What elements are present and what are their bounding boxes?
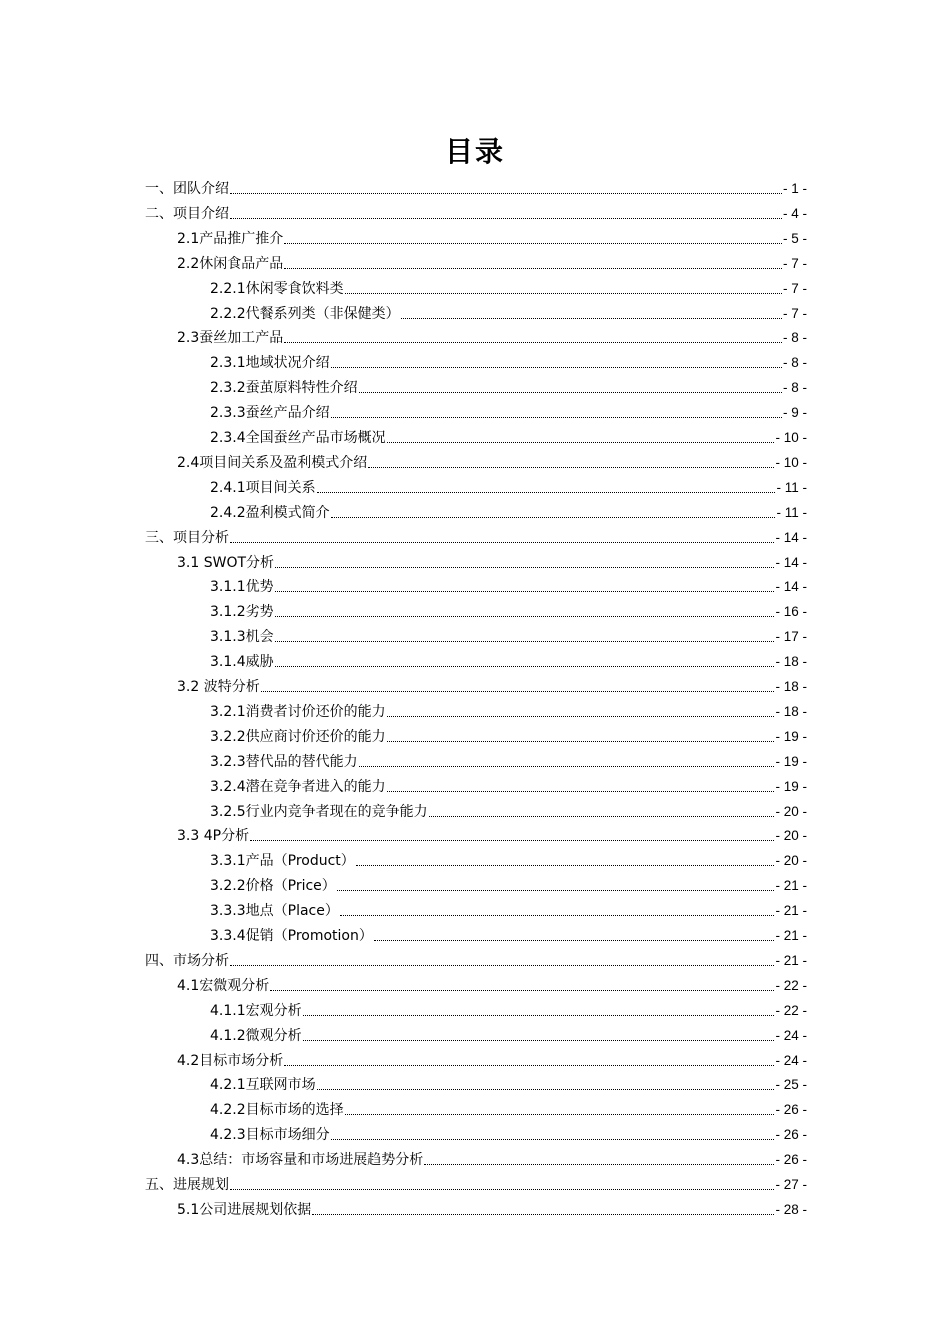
dot-leader — [401, 318, 782, 319]
toc-entry-page-number: - 7 - — [782, 305, 807, 321]
dot-leader — [303, 1015, 775, 1016]
toc-entry[interactable] — [145, 176, 807, 198]
toc-entry-label: 2.3.2蚕茧原料特性介绍 — [210, 380, 358, 397]
dot-leader — [359, 392, 782, 393]
dot-leader — [317, 492, 776, 493]
toc-title: 目录 — [444, 135, 505, 168]
toc-entry-label: 四、市场分析 — [145, 952, 229, 969]
dot-leader — [230, 193, 782, 194]
toc-entry-label: 2.3蚕丝加工产品 — [177, 330, 284, 347]
dot-leader — [230, 1189, 774, 1190]
toc-entry-page-number: - 21 - — [775, 928, 807, 943]
toc-entry-page-number: - 20 - — [775, 828, 807, 844]
toc-entry-page-number: - 22 - — [775, 1002, 807, 1018]
toc-entry[interactable] — [145, 201, 807, 223]
toc-entry-label: 2.4.1项目间关系 — [210, 479, 316, 496]
toc-entry-label: 2.2.2代餐系列类（非保健类） — [210, 305, 400, 322]
toc-entry-label: 2.2.1休闲零食饮料类 — [210, 280, 344, 297]
toc-entry[interactable] — [210, 276, 807, 298]
toc-entry-page-number: - 10 - — [775, 454, 807, 470]
toc-entry-label: 3.3.4促销（Promotion） — [210, 928, 373, 944]
toc-entry-label: 2.3.3蚕丝产品介绍 — [210, 405, 330, 422]
toc-entry[interactable] — [210, 998, 807, 1020]
toc-entry-page-number: - 9 - — [782, 405, 807, 421]
toc-entry-label: 二、项目介绍 — [145, 205, 229, 222]
dot-leader — [340, 915, 775, 916]
dot-leader — [284, 243, 782, 244]
dot-leader — [387, 442, 775, 443]
toc-entry[interactable] — [210, 699, 807, 721]
toc-entry-page-number: - 18 - — [775, 679, 807, 694]
dot-leader — [331, 367, 782, 368]
toc-entry-page-number: - 20 - — [775, 853, 807, 869]
toc-entry-label: 3.3 4P分析 — [177, 828, 250, 845]
toc-entry-label: 3.1.4威胁 — [210, 654, 274, 671]
toc-entry-label: 3.2.4潜在竞争者进入的能力 — [210, 778, 386, 795]
toc-entry[interactable] — [210, 1072, 807, 1094]
dot-leader — [331, 517, 776, 518]
dot-leader — [275, 591, 775, 592]
toc-entry-label: 3.1.2劣势 — [210, 604, 274, 621]
toc-entry[interactable] — [177, 973, 807, 995]
dot-leader — [337, 890, 775, 891]
dot-leader — [387, 791, 775, 792]
dot-leader — [261, 691, 775, 692]
toc-entry-page-number: - 7 - — [782, 280, 807, 296]
dot-leader — [275, 666, 775, 667]
toc-entry-page-number: - 22 - — [775, 977, 807, 993]
dot-leader — [356, 865, 775, 866]
dot-leader — [230, 218, 782, 219]
dot-leader — [312, 1214, 774, 1215]
toc-entry-label: 3.2 波特分析 — [177, 679, 260, 695]
toc-entry-label: 3.1.1优势 — [210, 579, 274, 596]
toc-entry-label: 3.3.3地点（Place） — [210, 903, 339, 920]
dot-leader — [250, 840, 774, 841]
toc-entry[interactable] — [210, 724, 807, 746]
dot-leader — [275, 641, 775, 642]
toc-entry[interactable] — [210, 624, 807, 646]
toc-entry[interactable] — [177, 550, 807, 572]
dot-leader — [359, 766, 775, 767]
toc-entry-page-number: - 7 - — [782, 255, 807, 271]
toc-entry-page-number: - 24 - — [775, 1052, 807, 1068]
toc-entry-label: 4.2.2目标市场的选择 — [210, 1102, 344, 1119]
toc-entry-label: 4.2.1互联网市场 — [210, 1077, 316, 1094]
toc-entry[interactable] — [177, 251, 807, 273]
toc-entry-label: 2.3.1地域状况介绍 — [210, 355, 330, 372]
toc-entry[interactable] — [145, 525, 807, 547]
toc-entry[interactable] — [210, 1097, 807, 1119]
dot-leader — [368, 467, 774, 468]
dot-leader — [230, 542, 774, 543]
toc-entry[interactable] — [210, 1122, 807, 1144]
toc-entry-label: 4.1.2微观分析 — [210, 1027, 302, 1044]
toc-entry-page-number: - 10 - — [775, 430, 807, 445]
toc-entry[interactable] — [210, 574, 807, 596]
toc-entry[interactable] — [210, 599, 807, 621]
toc-entry-page-number: - 26 - — [775, 1102, 807, 1118]
toc-entry-page-number: - 8 - — [782, 380, 807, 396]
toc-entry[interactable] — [210, 500, 807, 522]
toc-entry[interactable] — [210, 749, 807, 771]
toc-entry-label: 2.4项目间关系及盈利模式介绍 — [177, 454, 368, 471]
dot-leader — [387, 741, 775, 742]
toc-entry-page-number: - 8 - — [782, 355, 807, 371]
toc-entry[interactable] — [177, 1197, 807, 1219]
toc-entry-label: 3.2.2供应商讨价还价的能力 — [210, 728, 386, 745]
toc-entry[interactable] — [210, 350, 807, 372]
toc-entry-page-number: - 27 - — [775, 1177, 807, 1192]
toc-entry[interactable] — [210, 400, 807, 422]
toc-entry-label: 3.2.1消费者讨价还价的能力 — [210, 703, 386, 720]
toc-entry-label: 3.1.3机会 — [210, 629, 274, 646]
toc-entry-page-number: - 14 - — [775, 554, 807, 570]
toc-entry-page-number: - 8 - — [782, 330, 807, 346]
toc-entry-page-number: - 19 - — [775, 753, 807, 769]
toc-entry-page-number: - 26 - — [775, 1152, 807, 1168]
dot-leader — [270, 990, 774, 991]
toc-entry-label: 2.4.2盈利模式简介 — [210, 504, 330, 521]
toc-entry[interactable] — [210, 873, 807, 895]
toc-entry-page-number: - 11 - — [776, 479, 807, 495]
toc-entry-label: 3.2.3替代品的替代能力 — [210, 753, 358, 770]
dot-leader — [387, 716, 775, 717]
toc-entry-page-number: - 17 - — [775, 629, 807, 645]
toc-entry[interactable] — [210, 475, 807, 497]
toc-entry[interactable] — [210, 848, 807, 870]
toc-entry-page-number: - 5 - — [782, 230, 807, 246]
toc-entry[interactable] — [210, 1023, 807, 1045]
dot-leader — [317, 1089, 775, 1090]
toc-entry-label: 3.2.2价格（Price） — [210, 878, 336, 895]
dot-leader — [374, 940, 775, 941]
dot-leader — [345, 293, 782, 294]
dot-leader — [429, 816, 775, 817]
toc-entry-label: 4.2.3目标市场细分 — [210, 1127, 330, 1144]
toc-entry-label: 4.3总结：市场容量和市场进展趋势分析 — [177, 1152, 424, 1169]
toc-entry[interactable] — [177, 450, 807, 472]
toc-entry-label: 3.1 SWOT分析 — [177, 554, 275, 571]
toc-entry-page-number: - 14 - — [775, 529, 807, 545]
toc-entry-label: 4.2目标市场分析 — [177, 1052, 284, 1069]
toc-entry-label: 3.3.1产品（Product） — [210, 853, 355, 870]
toc-entry[interactable] — [210, 898, 807, 920]
toc-entry[interactable] — [210, 301, 807, 323]
toc-entry[interactable] — [210, 649, 807, 671]
toc-entry-label: 五、进展规划 — [145, 1177, 229, 1193]
toc-entry-page-number: - 18 - — [775, 703, 807, 719]
dot-leader — [284, 1065, 774, 1066]
toc-entry-page-number: - 16 - — [775, 604, 807, 620]
toc-entry[interactable] — [177, 1147, 807, 1169]
dot-leader — [275, 567, 774, 568]
toc-entry-page-number: - 19 - — [775, 778, 807, 794]
toc-entry-page-number: - 18 - — [775, 654, 807, 670]
toc-entry-page-number: - 21 - — [775, 878, 807, 894]
toc-entry-label: 三、项目分析 — [145, 529, 229, 546]
toc-entry[interactable] — [210, 774, 807, 796]
toc-entry[interactable] — [210, 799, 807, 821]
dot-leader — [331, 417, 782, 418]
toc-entry-label: 4.1.1宏观分析 — [210, 1002, 302, 1019]
dot-leader — [275, 616, 775, 617]
toc-entry[interactable] — [177, 226, 807, 248]
toc-entry-page-number: - 19 - — [775, 728, 807, 744]
toc-entry-page-number: - 14 - — [775, 579, 807, 595]
dot-leader — [303, 1040, 775, 1041]
dot-leader — [284, 268, 782, 269]
dot-leader — [284, 342, 782, 343]
toc-entry-page-number: - 28 - — [775, 1201, 807, 1217]
toc-entry-page-number: - 24 - — [775, 1027, 807, 1043]
toc-entry-label: 2.1产品推广推介 — [177, 230, 284, 247]
dot-leader — [230, 965, 774, 966]
toc-entry-label: 3.2.5行业内竞争者现在的竞争能力 — [210, 803, 428, 820]
toc-entry[interactable] — [145, 1172, 807, 1194]
toc-entry-page-number: - 26 - — [775, 1127, 807, 1143]
toc-entry[interactable] — [210, 425, 807, 447]
toc-entry[interactable] — [210, 923, 807, 945]
toc-entry-label: 一、团队介绍 — [145, 181, 229, 197]
toc-entry[interactable] — [177, 325, 807, 347]
toc-entry[interactable] — [145, 948, 807, 970]
toc-entry-page-number: - 21 - — [775, 952, 807, 968]
toc-entry-page-number: - 20 - — [775, 803, 807, 819]
toc-entry-page-number: - 25 - — [775, 1077, 807, 1093]
toc-entry-page-number: - 21 - — [775, 903, 807, 919]
dot-leader — [424, 1164, 774, 1165]
dot-leader — [345, 1114, 775, 1115]
toc-entry[interactable] — [177, 823, 807, 845]
toc-entry-page-number: - 1 - — [782, 181, 807, 196]
toc-entry[interactable] — [210, 375, 807, 397]
toc-entry-label: 5.1公司进展规划依据 — [177, 1201, 312, 1218]
toc-entry-label: 2.3.4全国蚕丝产品市场概况 — [210, 430, 386, 446]
toc-entry-label: 4.1宏微观分析 — [177, 977, 270, 994]
toc-entry-label: 2.2休闲食品产品 — [177, 255, 284, 272]
toc-entry-page-number: - 4 - — [782, 205, 807, 221]
toc-entry[interactable] — [177, 1048, 807, 1070]
toc-entry-page-number: - 11 - — [776, 504, 807, 520]
dot-leader — [331, 1139, 775, 1140]
toc-entry[interactable] — [177, 674, 807, 696]
